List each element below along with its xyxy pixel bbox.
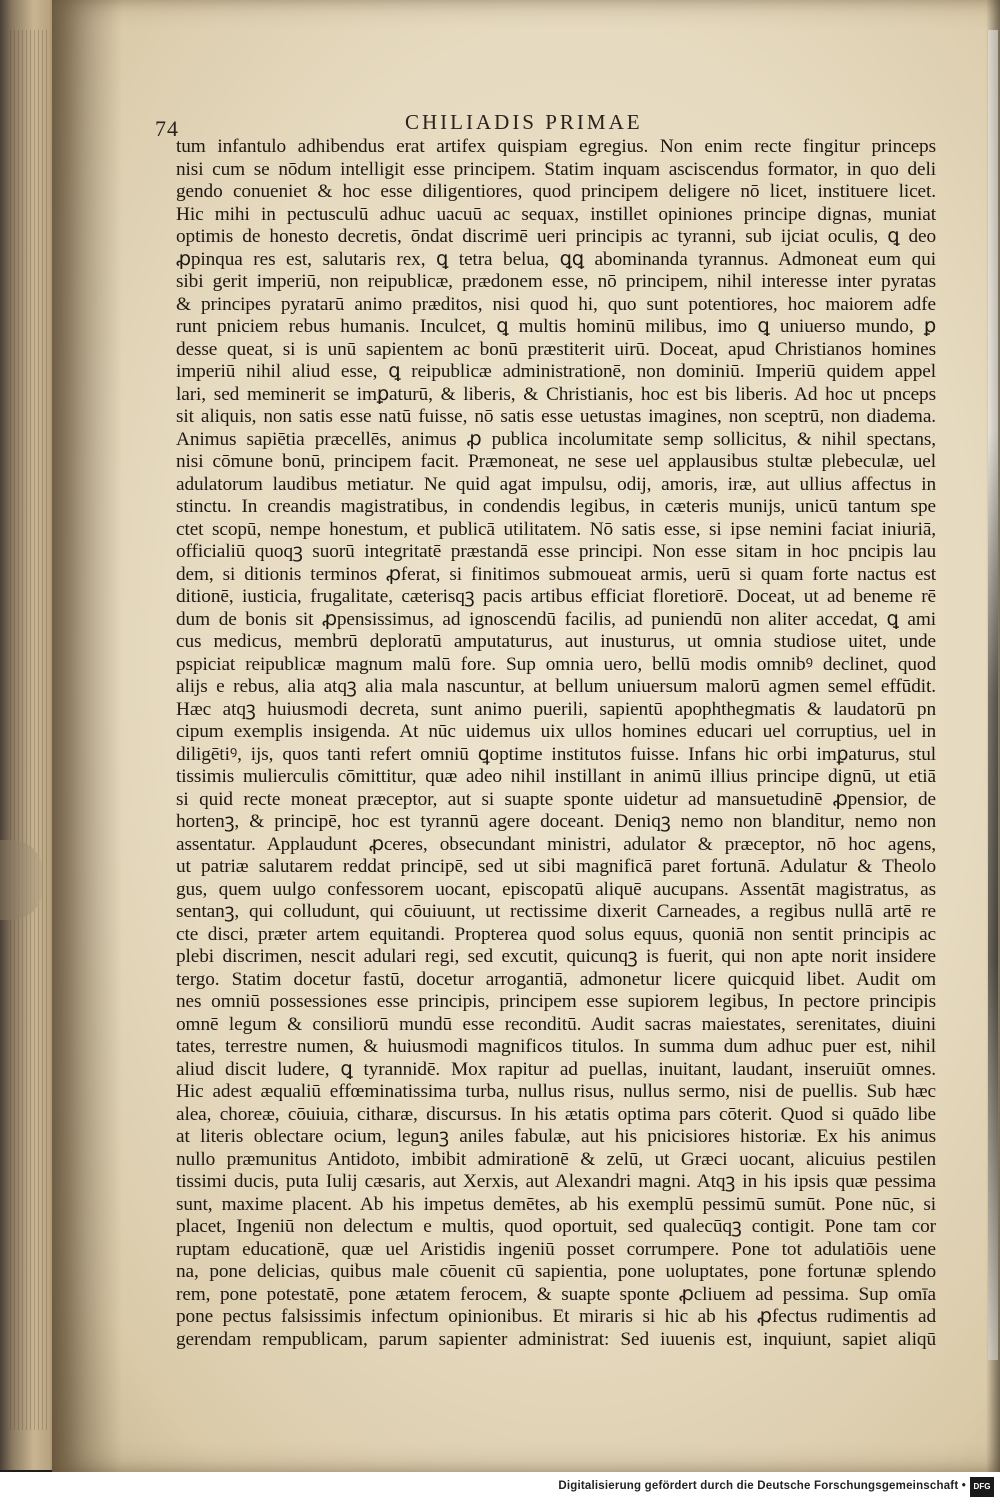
footer-bar	[0, 1472, 1000, 1504]
text-line: tissimis mulierculis cōmittitur, quæ adeo nihil instillant in animū illius principe dignū, ut etiā	[176, 766, 936, 787]
scan-calibration-strip	[988, 30, 998, 1360]
dfg-logo: DFG	[970, 1477, 994, 1497]
text-line: gendo conueniet & hoc esse diligentiores, quod principem deligere nō licet, instituere licet.	[176, 181, 936, 202]
text-line: ut patriæ salutarem reddat principē, sed ut sibi magnificā paret fortunā. Adulatur & Theolo	[176, 856, 936, 877]
text-line: cus medicus, membrū deploratū amputaturus, aut inusturus, ut omnia studiose uitet, unde	[176, 631, 936, 652]
text-line: at literis oblectare ocium, legunꝫ aniles fabulæ, aut his pnicisiores historiæ. Ex his animus	[176, 1126, 936, 1147]
text-line: gus, quem uulgo confessorem uocant, episcopatū aliquē aucupans. Assentāt magistratus, as	[176, 878, 936, 900]
page-edge-lines	[10, 30, 50, 1430]
text-line: aliud discit ludere, ꝗ tyrannidē. Mox rapitur ad puellas, inuitant, laudant, inseruiūt omnes.	[176, 1058, 936, 1080]
text-line: & principes pyratarū animo præditos, nisi quod hi, quo sunt potentiores, hoc maiorem adfe	[176, 293, 936, 315]
text-line: tissimi ducis, puta Iulij cæsaris, aut Xerxis, aut Alexandri magni. Atqꝫ in his ipsis quæ pessima	[176, 1171, 936, 1192]
text-line: diligētiꝰ, ijs, quos tanti refert omniū ꝗoptime institutos fuisse. Infans hic orbi imꝑaturus, stul	[176, 743, 936, 765]
text-line: sunt, maxime placent. Ab his impetus demētes, ab his exemplū pessimū sumūt. Pone nūc, si	[176, 1193, 936, 1215]
text-line: ruptam educationē, quæ uel Aristidis ingeniū posset corrumpere. Pone tot adulatiōis uene	[176, 1238, 936, 1260]
text-line: nisi cōmune bonū, principem facit. Præmoneat, ne sese uel applausibus stultæ plebeculæ, uel	[176, 451, 936, 472]
text-line: sit aliquis, non satis esse natū fuisse, nō satis esse uetustas imagines, non sceptrū, non diadema.	[176, 406, 936, 427]
text-line: tum infantulo adhibendus erat artifex quispiam egregius. Non enim recte fingitur princeps	[176, 136, 936, 157]
text-line: Hæc atqꝫ huiusmodi decreta, sunt animo puerili, sapientū apophthegmatis & laudatorū pn	[176, 698, 936, 720]
text-line: si quid recte moneat præceptor, aut si suapte sponte uidetur ad mansuetudinē ꝓpensior, de	[176, 788, 936, 810]
text-line: desse queat, si is unū sapientem ac bonū præstiterit uirū. Doceat, apud Christianos homines	[176, 338, 936, 360]
text-line: dem, si ditionis terminos ꝓferat, si finitimos submoueat armis, uerū si quam forte nactus est	[176, 563, 936, 585]
running-title: CHILIADIS PRIMAE	[405, 110, 643, 134]
text-line: stinctu. In creandis magistratibus, in condendis legibus, in cæteris munijs, unicū tantum spe	[176, 496, 936, 517]
text-line: ꝓpinqua res est, salutaris rex, ꝗ tetra belua, ꝗꝗ abominanda tyrannus. Admoneat eum qui	[176, 248, 936, 270]
text-line: placet, Ingeniū non delectum e multis, quod oportuit, sed qualecūqꝫ contigit. Pone tam cor	[176, 1216, 936, 1237]
body-text	[176, 136, 936, 1351]
clasp-tab	[0, 840, 42, 920]
text-line: na, pone delicias, quibus male cōuenit cū sapientia, pone uoluptates, pone fortunæ splendo	[176, 1261, 936, 1282]
folio-number: 74	[155, 116, 179, 141]
text-line: nullo præmunitus Antidoto, imbibit admirationē & zelū, ut Græci uocant, alicuius pestilen	[176, 1148, 936, 1170]
text-line: cipum exemplis insigenda. At nūc uidemus uix ullos homines educari uel corruptius, uel in	[176, 721, 936, 742]
funding-credit: Digitalisierung gefördert durch die Deutsche Forschungsgemeinschaft •	[558, 1480, 966, 1492]
text-line: tates, terrestre numen, & huiusmodi magnificos titulos. In summa dum adhuc puer est, nihil	[176, 1036, 936, 1057]
text-line: optimis de honesto decretis, ōndat discrimē ueri principis ac tyranni, sub ijciat oculis, ꝗ deo	[176, 226, 936, 247]
text-line: Animus sapiētia præcellēs, animus ꝓ publica incolumitate semp sollicitus, & nihil spectans,	[176, 428, 936, 450]
text-line: ctet scopū, nempe honestum, et publicā utilitatem. Nō satis esse, si ipse nemini faciat iniuriā,	[176, 518, 936, 540]
text-line: gerendam rempublicam, parum sapienter administrat: Sed iuuenis est, inquiunt, sapiet aliqū	[176, 1328, 936, 1350]
text-line: tergo. Statim docetur fastū, docetur arrogantiā, admonetur licere quicquid libet. Audit om	[176, 968, 936, 990]
text-line: dum de bonis sit ꝓpensissimus, ad ignoscendū facilis, ad puniendū non aliter accedat, ꝗ ami	[176, 608, 936, 630]
text-line: lari, sed meminerit se imꝑaturū, & liberis, & Christianis, hoc est bis liberis. Ad hoc ut pnceps	[176, 383, 936, 405]
text-line: nes omniū possessiones esse principis, principem esse supiorem legibus, In pectore principis	[176, 991, 936, 1012]
text-line: plebi discrimen, nescit adulari regi, sed excutit, quicunqꝫ is fuerit, qui non apte norit insidere	[176, 946, 936, 967]
text-line: sibi gerit imperiū, non reipublicæ, prædonem esse, nō principem, nihil interesse inter pyratas	[176, 271, 936, 292]
text-line: runt pniciem rebus humanis. Inculcet, ꝗ multis hominū milibus, imo ꝗ uniuerso mundo, ꝑ	[176, 316, 936, 337]
text-line: alijs e rebus, alia atqꝫ alia mala nascuntur, at bellum uniuersum malorū agmen semel effūdit.	[176, 676, 936, 697]
text-line: alea, choreæ, cōuiuia, citharæ, discursus. In his ætatis optima pars cōterit. Quod si quādo libe	[176, 1103, 936, 1125]
text-line: sentanꝫ, qui colludunt, qui cōuiuunt, ut rectissime dixerit Carneades, a regibus nullā artē re	[176, 901, 936, 922]
text-line: officialiū quoqꝫ suorū integritatē præstandā esse principi. Non esse sitam in hoc pncipis lau	[176, 541, 936, 562]
text-line: hortenꝫ, & principē, hoc est tyrannū agere doceant. Deniqꝫ nemo non blanditur, nemo non	[176, 811, 936, 832]
text-line: adulatorum laudibus metiatur. Ne quid agat impulsu, odij, amoris, iræ, aut ullius affectus in	[176, 473, 936, 495]
text-line: pspiciat reipublicæ magnum malū fore. Sup omnia uero, bellū modis omnibꝰ declinet, quod	[176, 653, 936, 675]
text-line: Hic adest æqualiū effœminatissima turba, nullus risus, nullus sermo, nisi de puellis. Sub hæc	[176, 1081, 936, 1102]
text-line: cte disci, præter artem equitandi. Propterea quod solus equus, quoniā non sentit principis ac	[176, 923, 936, 945]
text-line: assentatur. Applaudunt ꝓceres, obsecundant ministri, adulator & præceptor, nō hoc agens,	[176, 833, 936, 855]
text-line: Hic mihi in pectusculū adhuc uacuū ac sequax, instillet opiniones principe dignas, muniat	[176, 203, 936, 225]
text-line: imperiū nihil aliud esse, ꝗ reipublicæ administrationē, non dominiū. Imperiū quidem appel	[176, 361, 936, 382]
text-line: omnē legum & consiliorū mundū esse reconditū. Audit sacras maiestates, serenitates, diuini	[176, 1013, 936, 1035]
text-line: pone pectus falsissimis infectum opinionibus. Et miraris si hic ab his ꝓfectus rudimentis ad	[176, 1306, 936, 1327]
gutter-shadow	[52, 0, 122, 1472]
text-line: rem, pone potestatē, pone ætatem ferocem, & suapte sponte ꝓcliuem ad pessima. Sup omīa	[176, 1283, 936, 1305]
text-line: nisi cum se nōdum intelligit esse principem. Statim inquam asciscendus formator, in quo deli	[176, 158, 936, 180]
text-line: ditionē, iusticia, frugalitate, cæterisqꝫ pacis artibus efficiat floretiorē. Doceat, ut ad beneme rē	[176, 586, 936, 607]
